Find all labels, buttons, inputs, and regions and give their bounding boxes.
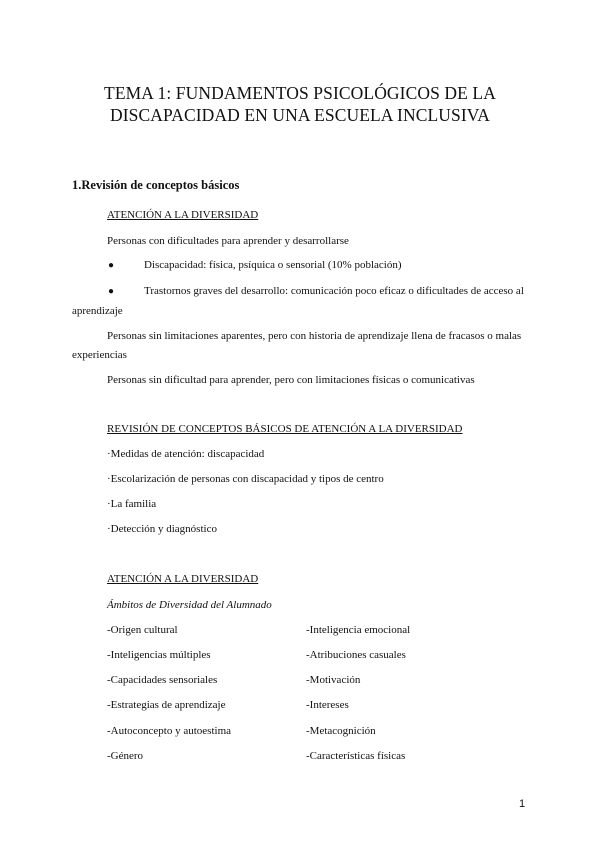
list-item: ·Medidas de atención: discapacidad — [107, 448, 265, 460]
diversity-item-left: -Estrategias de aprendizaje — [107, 699, 226, 711]
bullet-item-disability: Discapacidad: física, psíquica o sensorial (10% población) — [144, 259, 402, 271]
diversity-item-left: -Capacidades sensoriales — [107, 674, 218, 686]
title-line-2: DISCAPACIDAD EN UNA ESCUELA INCLUSIVA — [110, 105, 490, 125]
section-1-subheading: ATENCIÓN A LA DIVERSIDAD — [107, 209, 259, 221]
bullet-item-disorders: Trastornos graves del desarrollo: comunicación poco eficaz o dificultades de acceso al — [144, 285, 524, 297]
bullet-item-disorders-cont: aprendizaje — [72, 305, 123, 317]
diversity-item-right: -Intereses — [306, 699, 349, 711]
list-item: ·Detección y diagnóstico — [107, 523, 217, 535]
bullet-icon: ● — [108, 286, 115, 297]
list-item: ·La familia — [107, 498, 157, 510]
section-2-heading: REVISIÓN DE CONCEPTOS BÁSICOS DE ATENCIÓN A LA DIVERSIDAD — [107, 423, 463, 435]
section-1-heading: 1.Revisión de conceptos básicos — [72, 178, 240, 192]
section-3-heading: ATENCIÓN A LA DIVERSIDAD — [107, 573, 259, 585]
diversity-item-right: -Inteligencia emocional — [306, 624, 411, 636]
diversity-item-right: -Motivación — [306, 674, 361, 686]
diversity-item-left: -Origen cultural — [107, 624, 178, 636]
section-3-subtitle: Ámbitos de Diversidad del Alumnado — [107, 599, 272, 611]
section-1-intro: Personas con dificultades para aprender y desarrollarse — [107, 235, 349, 247]
diversity-item-left: -Autoconcepto y autoestima — [107, 725, 232, 737]
page-number: 1 — [519, 798, 526, 810]
paragraph-no-limitations: Personas sin limitaciones aparentes, pero con historia de aprendizaje llena de fracasos o malas — [107, 330, 522, 342]
diversity-item-left: -Género — [107, 750, 144, 762]
diversity-item-right: -Atribuciones casuales — [306, 649, 406, 661]
diversity-item-right: -Metacognición — [306, 725, 376, 737]
diversity-item-right: -Características físicas — [306, 750, 406, 762]
list-item: ·Escolarización de personas con discapacidad y tipos de centro — [107, 473, 384, 485]
title-line-1: TEMA 1: FUNDAMENTOS PSICOLÓGICOS DE LA — [104, 83, 496, 103]
paragraph-no-limitations-cont: experiencias — [72, 349, 127, 361]
bullet-icon: ● — [108, 260, 115, 271]
diversity-item-left: -Inteligencias múltiples — [107, 649, 211, 661]
paragraph-no-difficulty: Personas sin dificultad para aprender, pero con limitaciones físicas o comunicativas — [107, 374, 475, 386]
page-title — [60, 82, 540, 126]
